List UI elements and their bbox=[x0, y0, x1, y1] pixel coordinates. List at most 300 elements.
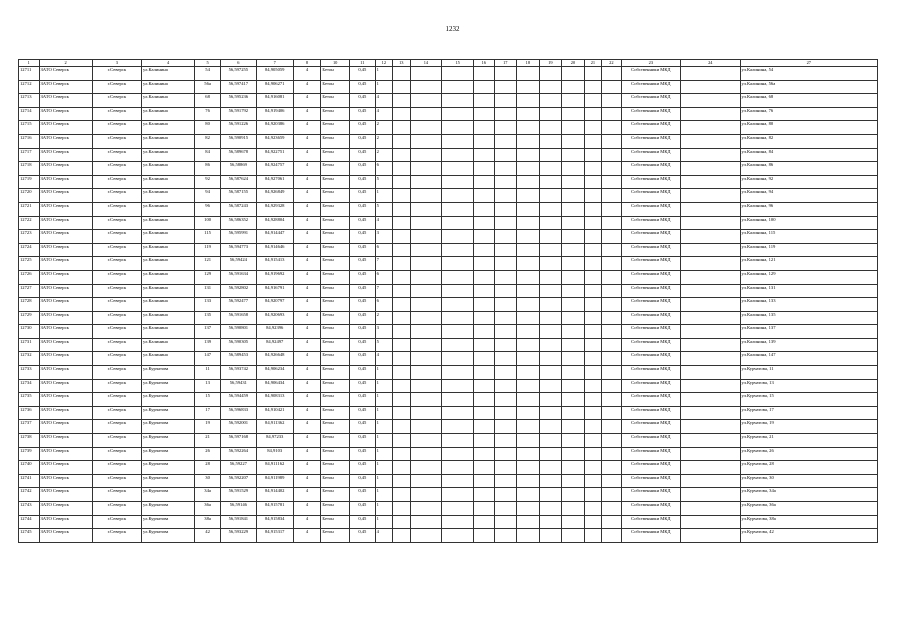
col-15-cell bbox=[442, 162, 474, 176]
row-id-cell: 12730 bbox=[19, 325, 40, 339]
col-18-cell bbox=[517, 202, 540, 216]
col-24-cell bbox=[681, 502, 740, 516]
latitude-cell: 56,58869 bbox=[220, 162, 256, 176]
col-17-cell bbox=[494, 434, 517, 448]
container-count-cell: 6 bbox=[375, 270, 392, 284]
row-id-cell: 12733 bbox=[19, 366, 40, 380]
table-row bbox=[19, 515, 878, 529]
table-row bbox=[19, 107, 878, 121]
col-15-cell bbox=[442, 366, 474, 380]
volume-cell: 0,45 bbox=[350, 352, 376, 366]
col-21-cell bbox=[584, 434, 601, 448]
col-13-cell bbox=[393, 148, 410, 162]
col-14-cell bbox=[410, 257, 442, 271]
col-21-cell bbox=[584, 121, 601, 135]
municipality-cell: ЗАТО Северск bbox=[39, 434, 92, 448]
col-13-cell bbox=[393, 502, 410, 516]
col-16-cell bbox=[474, 284, 495, 298]
col-16-cell bbox=[474, 243, 495, 257]
settlement-cell: г.Северск bbox=[92, 148, 141, 162]
col-19-cell bbox=[539, 406, 562, 420]
col-17-cell bbox=[494, 474, 517, 488]
column-number-cell: 7 bbox=[256, 60, 293, 67]
col-22-cell bbox=[602, 189, 621, 203]
col-24-cell bbox=[681, 162, 740, 176]
container-count-cell: 1 bbox=[375, 434, 392, 448]
source-address-cell: ул.Калинина, 139 bbox=[740, 338, 877, 352]
column-number-cell: 5 bbox=[195, 60, 221, 67]
table-row bbox=[19, 447, 878, 461]
row-id-cell: 12744 bbox=[19, 515, 40, 529]
settlement-cell: г.Северск bbox=[92, 379, 141, 393]
col-20-cell bbox=[562, 502, 585, 516]
longitude-cell: 84,915781 bbox=[256, 502, 293, 516]
col-24-cell bbox=[681, 67, 740, 81]
col-21-cell bbox=[584, 134, 601, 148]
table-row bbox=[19, 175, 878, 189]
col-24-cell bbox=[681, 420, 740, 434]
col-14-cell bbox=[410, 230, 442, 244]
table-row bbox=[19, 434, 878, 448]
col-18-cell bbox=[517, 529, 540, 543]
area-cell: 4 bbox=[293, 189, 321, 203]
col-19-cell bbox=[539, 366, 562, 380]
col-19-cell bbox=[539, 67, 562, 81]
col-14-cell bbox=[410, 284, 442, 298]
municipality-cell: ЗАТО Северск bbox=[39, 529, 92, 543]
col-22-cell bbox=[602, 447, 621, 461]
row-id-cell: 12716 bbox=[19, 134, 40, 148]
col-18-cell bbox=[517, 352, 540, 366]
municipality-cell: ЗАТО Северск bbox=[39, 488, 92, 502]
source-address-cell: ул.Курчатова, 15 bbox=[740, 393, 877, 407]
col-15-cell bbox=[442, 94, 474, 108]
source-address-cell: ул.Курчатова, 42 bbox=[740, 529, 877, 543]
settlement-cell: г.Северск bbox=[92, 474, 141, 488]
col-19-cell bbox=[539, 284, 562, 298]
volume-cell: 0,45 bbox=[350, 529, 376, 543]
longitude-cell: 84,922751 bbox=[256, 148, 293, 162]
volume-cell: 0,45 bbox=[350, 366, 376, 380]
latitude-cell: 56,591841 bbox=[220, 515, 256, 529]
row-id-cell: 12739 bbox=[19, 447, 40, 461]
col-15-cell bbox=[442, 352, 474, 366]
latitude-cell: 56,59431 bbox=[220, 379, 256, 393]
street-cell: ул.Курчатова bbox=[141, 434, 194, 448]
col-17-cell bbox=[494, 461, 517, 475]
column-number-cell: 10 bbox=[321, 60, 350, 67]
owner-cell: Собственники МКД bbox=[621, 134, 680, 148]
owner-cell: Собственники МКД bbox=[621, 257, 680, 271]
settlement-cell: г.Северск bbox=[92, 488, 141, 502]
municipality-cell: ЗАТО Северск bbox=[39, 67, 92, 81]
container-count-cell: 1 bbox=[375, 406, 392, 420]
col-14-cell bbox=[410, 325, 442, 339]
source-address-cell: ул.Калинина, 68 bbox=[740, 94, 877, 108]
col-13-cell bbox=[393, 474, 410, 488]
surface-cell: Бетон bbox=[321, 515, 350, 529]
col-22-cell bbox=[602, 284, 621, 298]
street-cell: ул.Калинина bbox=[141, 243, 194, 257]
latitude-cell: 56,591792 bbox=[220, 107, 256, 121]
volume-cell: 0,45 bbox=[350, 121, 376, 135]
col-22-cell bbox=[602, 338, 621, 352]
col-16-cell bbox=[474, 148, 495, 162]
column-number-cell: 12 bbox=[375, 60, 392, 67]
col-24-cell bbox=[681, 379, 740, 393]
col-17-cell bbox=[494, 121, 517, 135]
col-20-cell bbox=[562, 270, 585, 284]
latitude-cell: 56,597255 bbox=[220, 67, 256, 81]
source-address-cell: ул.Курчатова, 13 bbox=[740, 379, 877, 393]
col-18-cell bbox=[517, 162, 540, 176]
row-id-cell: 12714 bbox=[19, 107, 40, 121]
street-cell: ул.Калинина bbox=[141, 202, 194, 216]
col-21-cell bbox=[584, 406, 601, 420]
col-22-cell bbox=[602, 257, 621, 271]
source-address-cell: ул.Курчатова, 11 bbox=[740, 366, 877, 380]
area-cell: 4 bbox=[293, 420, 321, 434]
col-21-cell bbox=[584, 162, 601, 176]
col-18-cell bbox=[517, 298, 540, 312]
source-address-cell: ул.Калинина, 80 bbox=[740, 121, 877, 135]
col-18-cell bbox=[517, 121, 540, 135]
surface-cell: Бетон bbox=[321, 434, 350, 448]
col-24-cell bbox=[681, 352, 740, 366]
source-address-cell: ул.Калинина, 54 bbox=[740, 67, 877, 81]
col-13-cell bbox=[393, 121, 410, 135]
area-cell: 4 bbox=[293, 325, 321, 339]
col-24-cell bbox=[681, 434, 740, 448]
municipality-cell: ЗАТО Северск bbox=[39, 366, 92, 380]
source-address-cell: ул.Калинина, 92 bbox=[740, 175, 877, 189]
surface-cell: Бетон bbox=[321, 529, 350, 543]
col-22-cell bbox=[602, 175, 621, 189]
col-13-cell bbox=[393, 461, 410, 475]
col-21-cell bbox=[584, 366, 601, 380]
col-21-cell bbox=[584, 257, 601, 271]
street-cell: ул.Курчатова bbox=[141, 515, 194, 529]
surface-cell: Бетон bbox=[321, 94, 350, 108]
col-20-cell bbox=[562, 189, 585, 203]
latitude-cell: 56,586352 bbox=[220, 216, 256, 230]
surface-cell: Бетон bbox=[321, 121, 350, 135]
settlement-cell: г.Северск bbox=[92, 461, 141, 475]
col-16-cell bbox=[474, 230, 495, 244]
col-16-cell bbox=[474, 379, 495, 393]
latitude-cell: 56,591226 bbox=[220, 121, 256, 135]
municipality-cell: ЗАТО Северск bbox=[39, 406, 92, 420]
col-17-cell bbox=[494, 447, 517, 461]
col-20-cell bbox=[562, 175, 585, 189]
col-16-cell bbox=[474, 352, 495, 366]
col-19-cell bbox=[539, 529, 562, 543]
col-19-cell bbox=[539, 257, 562, 271]
container-count-cell: 4 bbox=[375, 94, 392, 108]
col-18-cell bbox=[517, 434, 540, 448]
house-number-cell: 42 bbox=[195, 529, 221, 543]
volume-cell: 0,45 bbox=[350, 230, 376, 244]
area-cell: 4 bbox=[293, 406, 321, 420]
col-21-cell bbox=[584, 243, 601, 257]
col-18-cell bbox=[517, 257, 540, 271]
area-cell: 4 bbox=[293, 488, 321, 502]
col-22-cell bbox=[602, 325, 621, 339]
owner-cell: Собственники МКД bbox=[621, 311, 680, 325]
col-14-cell bbox=[410, 447, 442, 461]
settlement-cell: г.Северск bbox=[92, 366, 141, 380]
latitude-cell: 56,592477 bbox=[220, 298, 256, 312]
col-19-cell bbox=[539, 393, 562, 407]
col-17-cell bbox=[494, 94, 517, 108]
area-cell: 4 bbox=[293, 162, 321, 176]
col-24-cell bbox=[681, 175, 740, 189]
longitude-cell: 84,928804 bbox=[256, 216, 293, 230]
table-row bbox=[19, 148, 878, 162]
col-17-cell bbox=[494, 352, 517, 366]
col-19-cell bbox=[539, 325, 562, 339]
container-count-cell: 3 bbox=[375, 230, 392, 244]
street-cell: ул.Курчатова bbox=[141, 447, 194, 461]
col-16-cell bbox=[474, 107, 495, 121]
settlement-cell: г.Северск bbox=[92, 80, 141, 94]
col-17-cell bbox=[494, 67, 517, 81]
longitude-cell: 84,919406 bbox=[256, 107, 293, 121]
volume-cell: 0,45 bbox=[350, 515, 376, 529]
col-22-cell bbox=[602, 393, 621, 407]
col-14-cell bbox=[410, 162, 442, 176]
volume-cell: 0,45 bbox=[350, 67, 376, 81]
table-row bbox=[19, 379, 878, 393]
row-id-cell: 12718 bbox=[19, 162, 40, 176]
col-18-cell bbox=[517, 502, 540, 516]
col-18-cell bbox=[517, 461, 540, 475]
street-cell: ул.Курчатова bbox=[141, 366, 194, 380]
container-count-cell: 5 bbox=[375, 175, 392, 189]
col-20-cell bbox=[562, 447, 585, 461]
col-16-cell bbox=[474, 216, 495, 230]
col-15-cell bbox=[442, 189, 474, 203]
col-24-cell bbox=[681, 284, 740, 298]
longitude-cell: 84,92497 bbox=[256, 338, 293, 352]
container-count-cell: 6 bbox=[375, 243, 392, 257]
registry-table-body bbox=[19, 60, 878, 543]
street-cell: ул.Курчатова bbox=[141, 393, 194, 407]
table-row bbox=[19, 94, 878, 108]
column-number-cell: 22 bbox=[602, 60, 621, 67]
owner-cell: Собственники МКД bbox=[621, 284, 680, 298]
longitude-cell: 84,923659 bbox=[256, 134, 293, 148]
settlement-cell: г.Северск bbox=[92, 311, 141, 325]
col-16-cell bbox=[474, 502, 495, 516]
owner-cell: Собственники МКД bbox=[621, 216, 680, 230]
col-21-cell bbox=[584, 502, 601, 516]
municipality-cell: ЗАТО Северск bbox=[39, 474, 92, 488]
col-21-cell bbox=[584, 474, 601, 488]
source-address-cell: ул.Калинина, 86 bbox=[740, 162, 877, 176]
col-13-cell bbox=[393, 311, 410, 325]
col-14-cell bbox=[410, 434, 442, 448]
municipality-cell: ЗАТО Северск bbox=[39, 175, 92, 189]
col-15-cell bbox=[442, 447, 474, 461]
col-17-cell bbox=[494, 515, 517, 529]
area-cell: 4 bbox=[293, 67, 321, 81]
col-15-cell bbox=[442, 502, 474, 516]
settlement-cell: г.Северск bbox=[92, 393, 141, 407]
longitude-cell: 84,914447 bbox=[256, 230, 293, 244]
col-21-cell bbox=[584, 216, 601, 230]
col-21-cell bbox=[584, 393, 601, 407]
col-24-cell bbox=[681, 216, 740, 230]
source-address-cell: ул.Курчатова, 30 bbox=[740, 474, 877, 488]
col-21-cell bbox=[584, 202, 601, 216]
col-14-cell bbox=[410, 379, 442, 393]
col-22-cell bbox=[602, 352, 621, 366]
row-id-cell: 12735 bbox=[19, 393, 40, 407]
source-address-cell: ул.Калинина, 84 bbox=[740, 148, 877, 162]
col-15-cell bbox=[442, 311, 474, 325]
col-15-cell bbox=[442, 270, 474, 284]
municipality-cell: ЗАТО Северск bbox=[39, 107, 92, 121]
latitude-cell: 56,591658 bbox=[220, 311, 256, 325]
row-id-cell: 12713 bbox=[19, 94, 40, 108]
longitude-cell: 84,92396 bbox=[256, 325, 293, 339]
col-18-cell bbox=[517, 148, 540, 162]
col-22-cell bbox=[602, 121, 621, 135]
col-15-cell bbox=[442, 243, 474, 257]
house-number-cell: 139 bbox=[195, 338, 221, 352]
area-cell: 4 bbox=[293, 311, 321, 325]
col-20-cell bbox=[562, 284, 585, 298]
surface-cell: Бетон bbox=[321, 488, 350, 502]
area-cell: 4 bbox=[293, 352, 321, 366]
owner-cell: Собственники МКД bbox=[621, 148, 680, 162]
surface-cell: Бетон bbox=[321, 352, 350, 366]
col-22-cell bbox=[602, 67, 621, 81]
row-id-cell: 12742 bbox=[19, 488, 40, 502]
col-15-cell bbox=[442, 325, 474, 339]
area-cell: 4 bbox=[293, 107, 321, 121]
surface-cell: Бетон bbox=[321, 366, 350, 380]
street-cell: ул.Калинина bbox=[141, 107, 194, 121]
col-21-cell bbox=[584, 284, 601, 298]
house-number-cell: 115 bbox=[195, 230, 221, 244]
registry-table bbox=[18, 59, 878, 543]
area-cell: 4 bbox=[293, 257, 321, 271]
col-20-cell bbox=[562, 94, 585, 108]
surface-cell: Бетон bbox=[321, 175, 350, 189]
container-count-cell: 1 bbox=[375, 447, 392, 461]
house-number-cell: 76 bbox=[195, 107, 221, 121]
owner-cell: Собственники МКД bbox=[621, 189, 680, 203]
house-number-cell: 147 bbox=[195, 352, 221, 366]
owner-cell: Собственники МКД bbox=[621, 352, 680, 366]
col-20-cell bbox=[562, 134, 585, 148]
col-18-cell bbox=[517, 175, 540, 189]
street-cell: ул.Калинина bbox=[141, 134, 194, 148]
col-20-cell bbox=[562, 434, 585, 448]
col-14-cell bbox=[410, 311, 442, 325]
col-20-cell bbox=[562, 379, 585, 393]
col-24-cell bbox=[681, 257, 740, 271]
street-cell: ул.Курчатова bbox=[141, 488, 194, 502]
col-21-cell bbox=[584, 230, 601, 244]
column-number-cell: 1 bbox=[19, 60, 40, 67]
col-19-cell bbox=[539, 162, 562, 176]
area-cell: 4 bbox=[293, 434, 321, 448]
source-address-cell: ул.Калинина, 100 bbox=[740, 216, 877, 230]
col-17-cell bbox=[494, 202, 517, 216]
area-cell: 4 bbox=[293, 94, 321, 108]
col-15-cell bbox=[442, 134, 474, 148]
col-17-cell bbox=[494, 148, 517, 162]
col-22-cell bbox=[602, 515, 621, 529]
col-20-cell bbox=[562, 366, 585, 380]
area-cell: 4 bbox=[293, 379, 321, 393]
col-20-cell bbox=[562, 420, 585, 434]
longitude-cell: 84,926648 bbox=[256, 352, 293, 366]
table-row bbox=[19, 216, 878, 230]
volume-cell: 0,45 bbox=[350, 189, 376, 203]
col-21-cell bbox=[584, 80, 601, 94]
container-count-cell: 6 bbox=[375, 162, 392, 176]
col-18-cell bbox=[517, 216, 540, 230]
col-20-cell bbox=[562, 352, 585, 366]
container-count-cell: 1 bbox=[375, 67, 392, 81]
street-cell: ул.Калинина bbox=[141, 230, 194, 244]
col-24-cell bbox=[681, 311, 740, 325]
column-number-cell: 3 bbox=[92, 60, 141, 67]
col-22-cell bbox=[602, 406, 621, 420]
municipality-cell: ЗАТО Северск bbox=[39, 325, 92, 339]
volume-cell: 0,45 bbox=[350, 434, 376, 448]
col-20-cell bbox=[562, 298, 585, 312]
surface-cell: Бетон bbox=[321, 311, 350, 325]
surface-cell: Бетон bbox=[321, 474, 350, 488]
municipality-cell: ЗАТО Северск bbox=[39, 284, 92, 298]
col-16-cell bbox=[474, 338, 495, 352]
street-cell: ул.Калинина bbox=[141, 175, 194, 189]
col-17-cell bbox=[494, 162, 517, 176]
street-cell: ул.Калинина bbox=[141, 67, 194, 81]
col-20-cell bbox=[562, 325, 585, 339]
settlement-cell: г.Северск bbox=[92, 515, 141, 529]
house-number-cell: 17 bbox=[195, 406, 221, 420]
container-count-cell: 2 bbox=[375, 148, 392, 162]
col-18-cell bbox=[517, 67, 540, 81]
row-id-cell: 12736 bbox=[19, 406, 40, 420]
col-16-cell bbox=[474, 461, 495, 475]
surface-cell: Бетон bbox=[321, 461, 350, 475]
container-count-cell: 1 bbox=[375, 366, 392, 380]
column-number-cell: 8 bbox=[293, 60, 321, 67]
street-cell: ул.Калинина bbox=[141, 94, 194, 108]
latitude-cell: 56,59146 bbox=[220, 502, 256, 516]
source-address-cell: ул.Калинина, 121 bbox=[740, 257, 877, 271]
volume-cell: 0,45 bbox=[350, 216, 376, 230]
table-row bbox=[19, 325, 878, 339]
col-21-cell bbox=[584, 338, 601, 352]
col-15-cell bbox=[442, 393, 474, 407]
col-13-cell bbox=[393, 379, 410, 393]
col-17-cell bbox=[494, 338, 517, 352]
col-22-cell bbox=[602, 80, 621, 94]
col-14-cell bbox=[410, 80, 442, 94]
col-18-cell bbox=[517, 474, 540, 488]
container-count-cell: 5 bbox=[375, 202, 392, 216]
volume-cell: 0,45 bbox=[350, 257, 376, 271]
col-16-cell bbox=[474, 488, 495, 502]
